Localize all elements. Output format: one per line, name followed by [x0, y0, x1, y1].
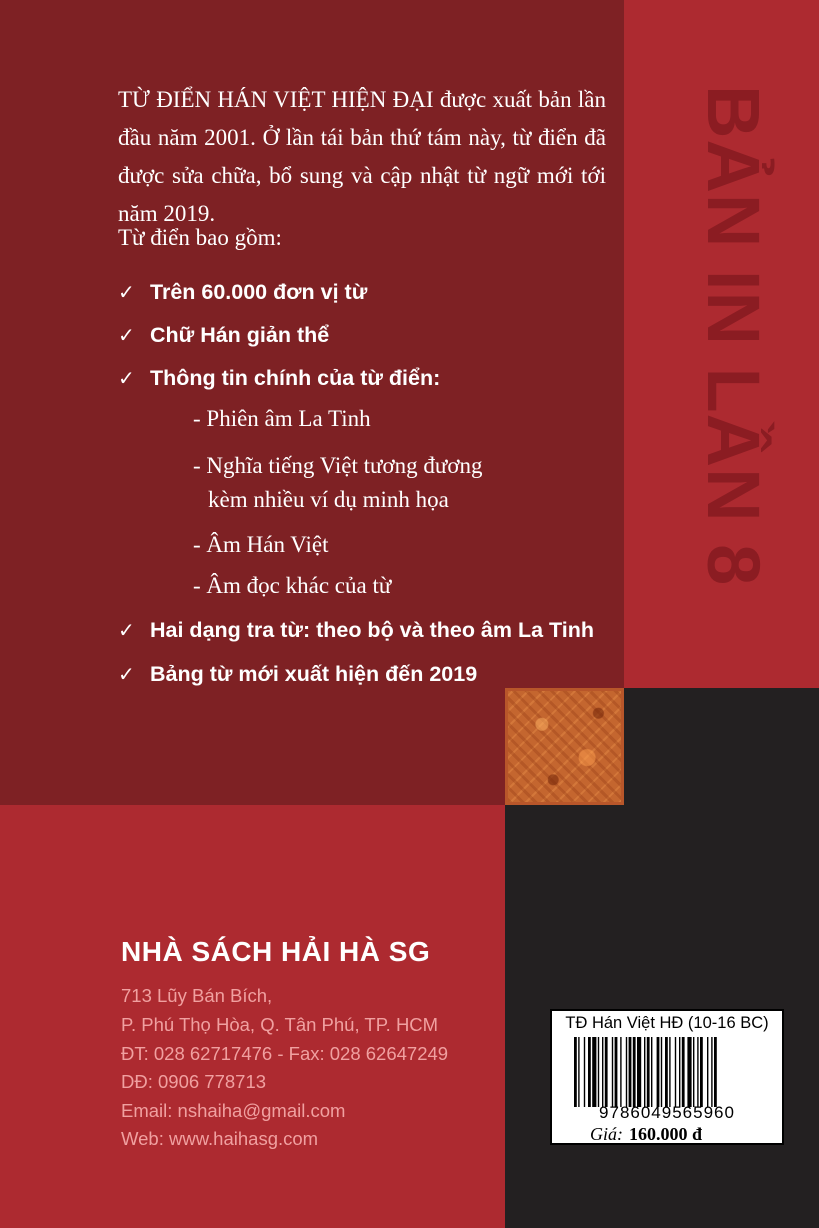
- publisher-address-line1: 713 Lũy Bán Bích,: [121, 985, 273, 1006]
- bullet-text: Bảng từ mới xuất hiện đến 2019: [150, 662, 478, 686]
- bullet-text: Chữ Hán giản thể: [150, 323, 330, 347]
- check-icon: ✓: [118, 282, 135, 304]
- intro-paragraph: TỪ ĐIỂN HÁN VIỆT HIỆN ĐẠI được xuất bản lần đầu năm 2001. Ở lần tái bản thứ tám này, từ điển đã được sửa chữa, bổ sung và cập nhật từ ngữ mới tới năm 2019.: [118, 87, 606, 226]
- bullet-text: Hai dạng tra từ: theo bộ và theo âm La Tinh: [150, 618, 595, 642]
- bullet-main-info: [118, 366, 440, 391]
- publisher-email: Email: nshaiha@gmail.com: [121, 1100, 346, 1121]
- bullet-simplified-chinese: [118, 323, 329, 348]
- check-icon: ✓: [118, 368, 135, 390]
- sub-item-other-readings: - Âm đọc khác của từ: [193, 573, 392, 598]
- isbn-number: 9786049565960: [599, 1103, 735, 1122]
- price-label: Giá:: [590, 1124, 623, 1144]
- bullet-word-count: [118, 280, 367, 305]
- bullet-text: Thông tin chính của từ điển:: [150, 366, 441, 390]
- bullet-lookup-methods: [118, 618, 594, 643]
- sub-item-pinyin: - Phiên âm La Tinh: [193, 406, 371, 431]
- sub-item-vietnamese-meaning: - Nghĩa tiếng Việt tương đương: [193, 453, 483, 478]
- sub-item-examples: kèm nhiều ví dụ minh họa: [208, 487, 449, 512]
- price-line: [590, 1124, 702, 1145]
- check-icon: ✓: [118, 325, 135, 347]
- vertical-title-area: [624, 0, 819, 688]
- publisher-name: NHÀ SÁCH HẢI HÀ SG: [121, 936, 431, 967]
- check-icon: ✓: [118, 664, 135, 686]
- publisher-website: Web: www.haihasg.com: [121, 1128, 319, 1149]
- barcode-label: [550, 1009, 784, 1145]
- sub-item-sino-vietnamese: - Âm Hán Việt: [193, 532, 329, 557]
- bullet-text: Trên 60.000 đơn vị từ: [150, 280, 368, 304]
- barcode-icon: [574, 1037, 764, 1107]
- bullet-new-words: [118, 662, 477, 687]
- vertical-edition-title: BẢN IN LẦN 8: [692, 85, 775, 587]
- includes-label: Từ điển bao gồm:: [118, 225, 282, 250]
- publisher-address-line2: P. Phú Thọ Hòa, Q. Tân Phú, TP. HCM: [121, 1014, 439, 1035]
- price-value: 160.000 đ: [629, 1124, 703, 1144]
- product-code: TĐ Hán Việt HĐ (10-16 BC): [565, 1014, 769, 1032]
- ornamental-pattern-tile: [505, 688, 624, 805]
- right-title-strip: [624, 0, 819, 688]
- publisher-phone: ĐT: 028 62717476 - Fax: 028 62647249: [121, 1043, 449, 1064]
- publisher-mobile: DĐ: 0906 778713: [121, 1071, 267, 1092]
- check-icon: ✓: [118, 620, 135, 642]
